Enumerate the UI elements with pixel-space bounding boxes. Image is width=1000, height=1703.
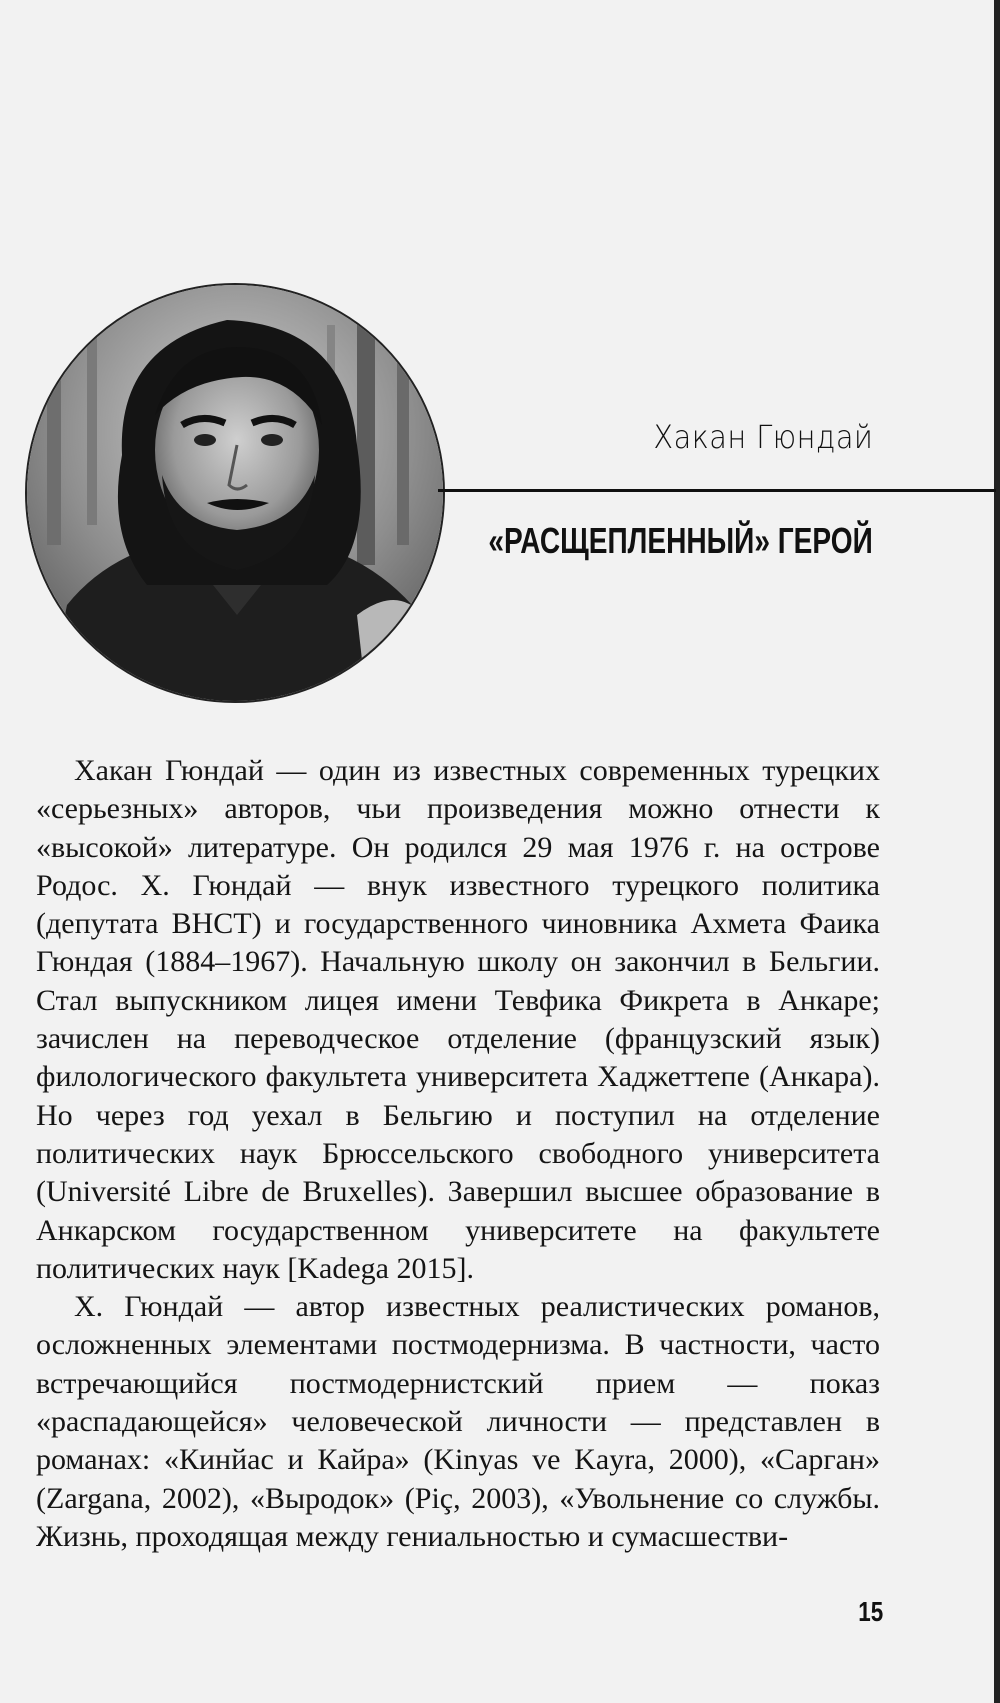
author-name: Хакан Гюндай bbox=[653, 418, 873, 456]
page-spine-edge bbox=[994, 0, 1000, 1703]
page-number: 15 bbox=[858, 1596, 883, 1627]
paragraph: Хакан Гюндай — один из известных современных турецких «серьезных» авторов, чьи произведения можно отнести к «высокой» литературе. Он родился 29 мая 1976 г. на острове Родос. Х. Гюндай — внук известного турецкого политика (депутата ВНСТ) и государственного чиновника Ахмета Фаика Гюндая (1884–1967). Начальную школу он закончил в Бельгии. Стал выпускником лицея имени Тевфика Фикрета в Анкаре; зачислен на переводческое отделение (французский язык) филологического факультета университета Хаджеттепе (Анкара). Но через год уехал в Бельгию и поступил на отделение политических наук Брюссельского свободного университета (Université Libre de Bruxelles). Завершил высшее образование в Анкарском государственном университете на факультете политических наук [Kadega 2015]. bbox=[36, 754, 880, 1285]
chapter-title: «РАСЩЕПЛЕННЫЙ» ГЕРОЙ bbox=[488, 520, 873, 561]
paragraph: Х. Гюндай — автор известных реалистических романов, осложненных элементами постмодернизма. В частности, часто встречающийся постмодернистский прием — показ «распадающейся» человеческой личности — представлен в романах: «Кинйас и Кайра» (Kinyas ve Kayra, 2000), «Сарган» (Zargana, 2002), «Выродок» (Piç, 2003), «Увольнение со службы. Жизнь, проходящая между гениальностью и сумасшестви- bbox=[36, 1290, 880, 1553]
portrait-image bbox=[27, 285, 445, 703]
body-text bbox=[36, 752, 880, 1556]
author-portrait bbox=[25, 283, 445, 703]
header-rule bbox=[438, 489, 996, 492]
